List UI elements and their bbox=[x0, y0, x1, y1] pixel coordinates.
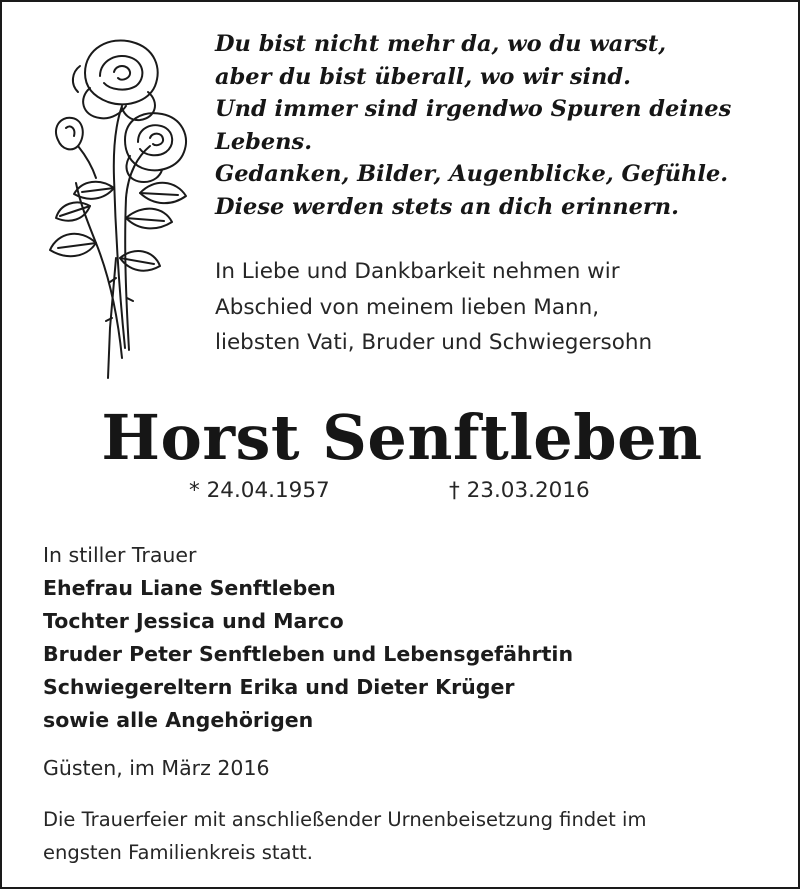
rose-illustration-icon bbox=[30, 28, 200, 388]
poem bbox=[215, 28, 785, 223]
poem-line: Diese werden stets an dich erinnern. bbox=[215, 193, 679, 220]
deceased-name: Horst Senftleben bbox=[101, 401, 703, 474]
intro-line: liebsten Vati, Bruder und Schwiegersohn bbox=[215, 330, 653, 355]
intro-line: Abschied von meinem lieben Mann, bbox=[215, 294, 600, 320]
mourners-list bbox=[43, 539, 783, 737]
mourners-intro: In stiller Trauer bbox=[43, 543, 197, 567]
poem-line: Gedanken, Bilder, Augenblicke, Gefühle. bbox=[215, 161, 729, 187]
mourner-entry: Ehefrau Liane Senftleben bbox=[43, 576, 336, 600]
funeral-notice bbox=[43, 803, 788, 869]
death-date: † 23.03.2016 bbox=[449, 478, 590, 503]
mourner-entry: Tochter Jessica und Marco bbox=[43, 609, 344, 633]
birth-date: * 24.04.1957 bbox=[189, 478, 330, 503]
poem-line: Und immer sind irgendwo Spuren deines bbox=[215, 96, 732, 122]
farewell-intro bbox=[215, 254, 775, 361]
poem-line: Du bist nicht mehr da, wo du warst, bbox=[215, 31, 667, 57]
place-and-date: Güsten, im März 2016 bbox=[43, 756, 270, 780]
mourner-entry: sowie alle Angehörigen bbox=[43, 708, 314, 732]
mourner-entry: Bruder Peter Senftleben und Lebensgefährtin bbox=[43, 642, 574, 666]
mourner-entry: Schwiegereltern Erika und Dieter Krüger bbox=[43, 675, 515, 699]
poem-line: Lebens. bbox=[215, 128, 313, 155]
funeral-line: Die Trauerfeier mit anschließender Urnenbeisetzung findet im bbox=[43, 808, 647, 831]
intro-line: In Liebe und Dankbarkeit nehmen wir bbox=[215, 259, 620, 284]
funeral-line: engsten Familienkreis statt. bbox=[43, 841, 313, 864]
poem-line: aber du bist überall, wo wir sind. bbox=[215, 63, 631, 90]
